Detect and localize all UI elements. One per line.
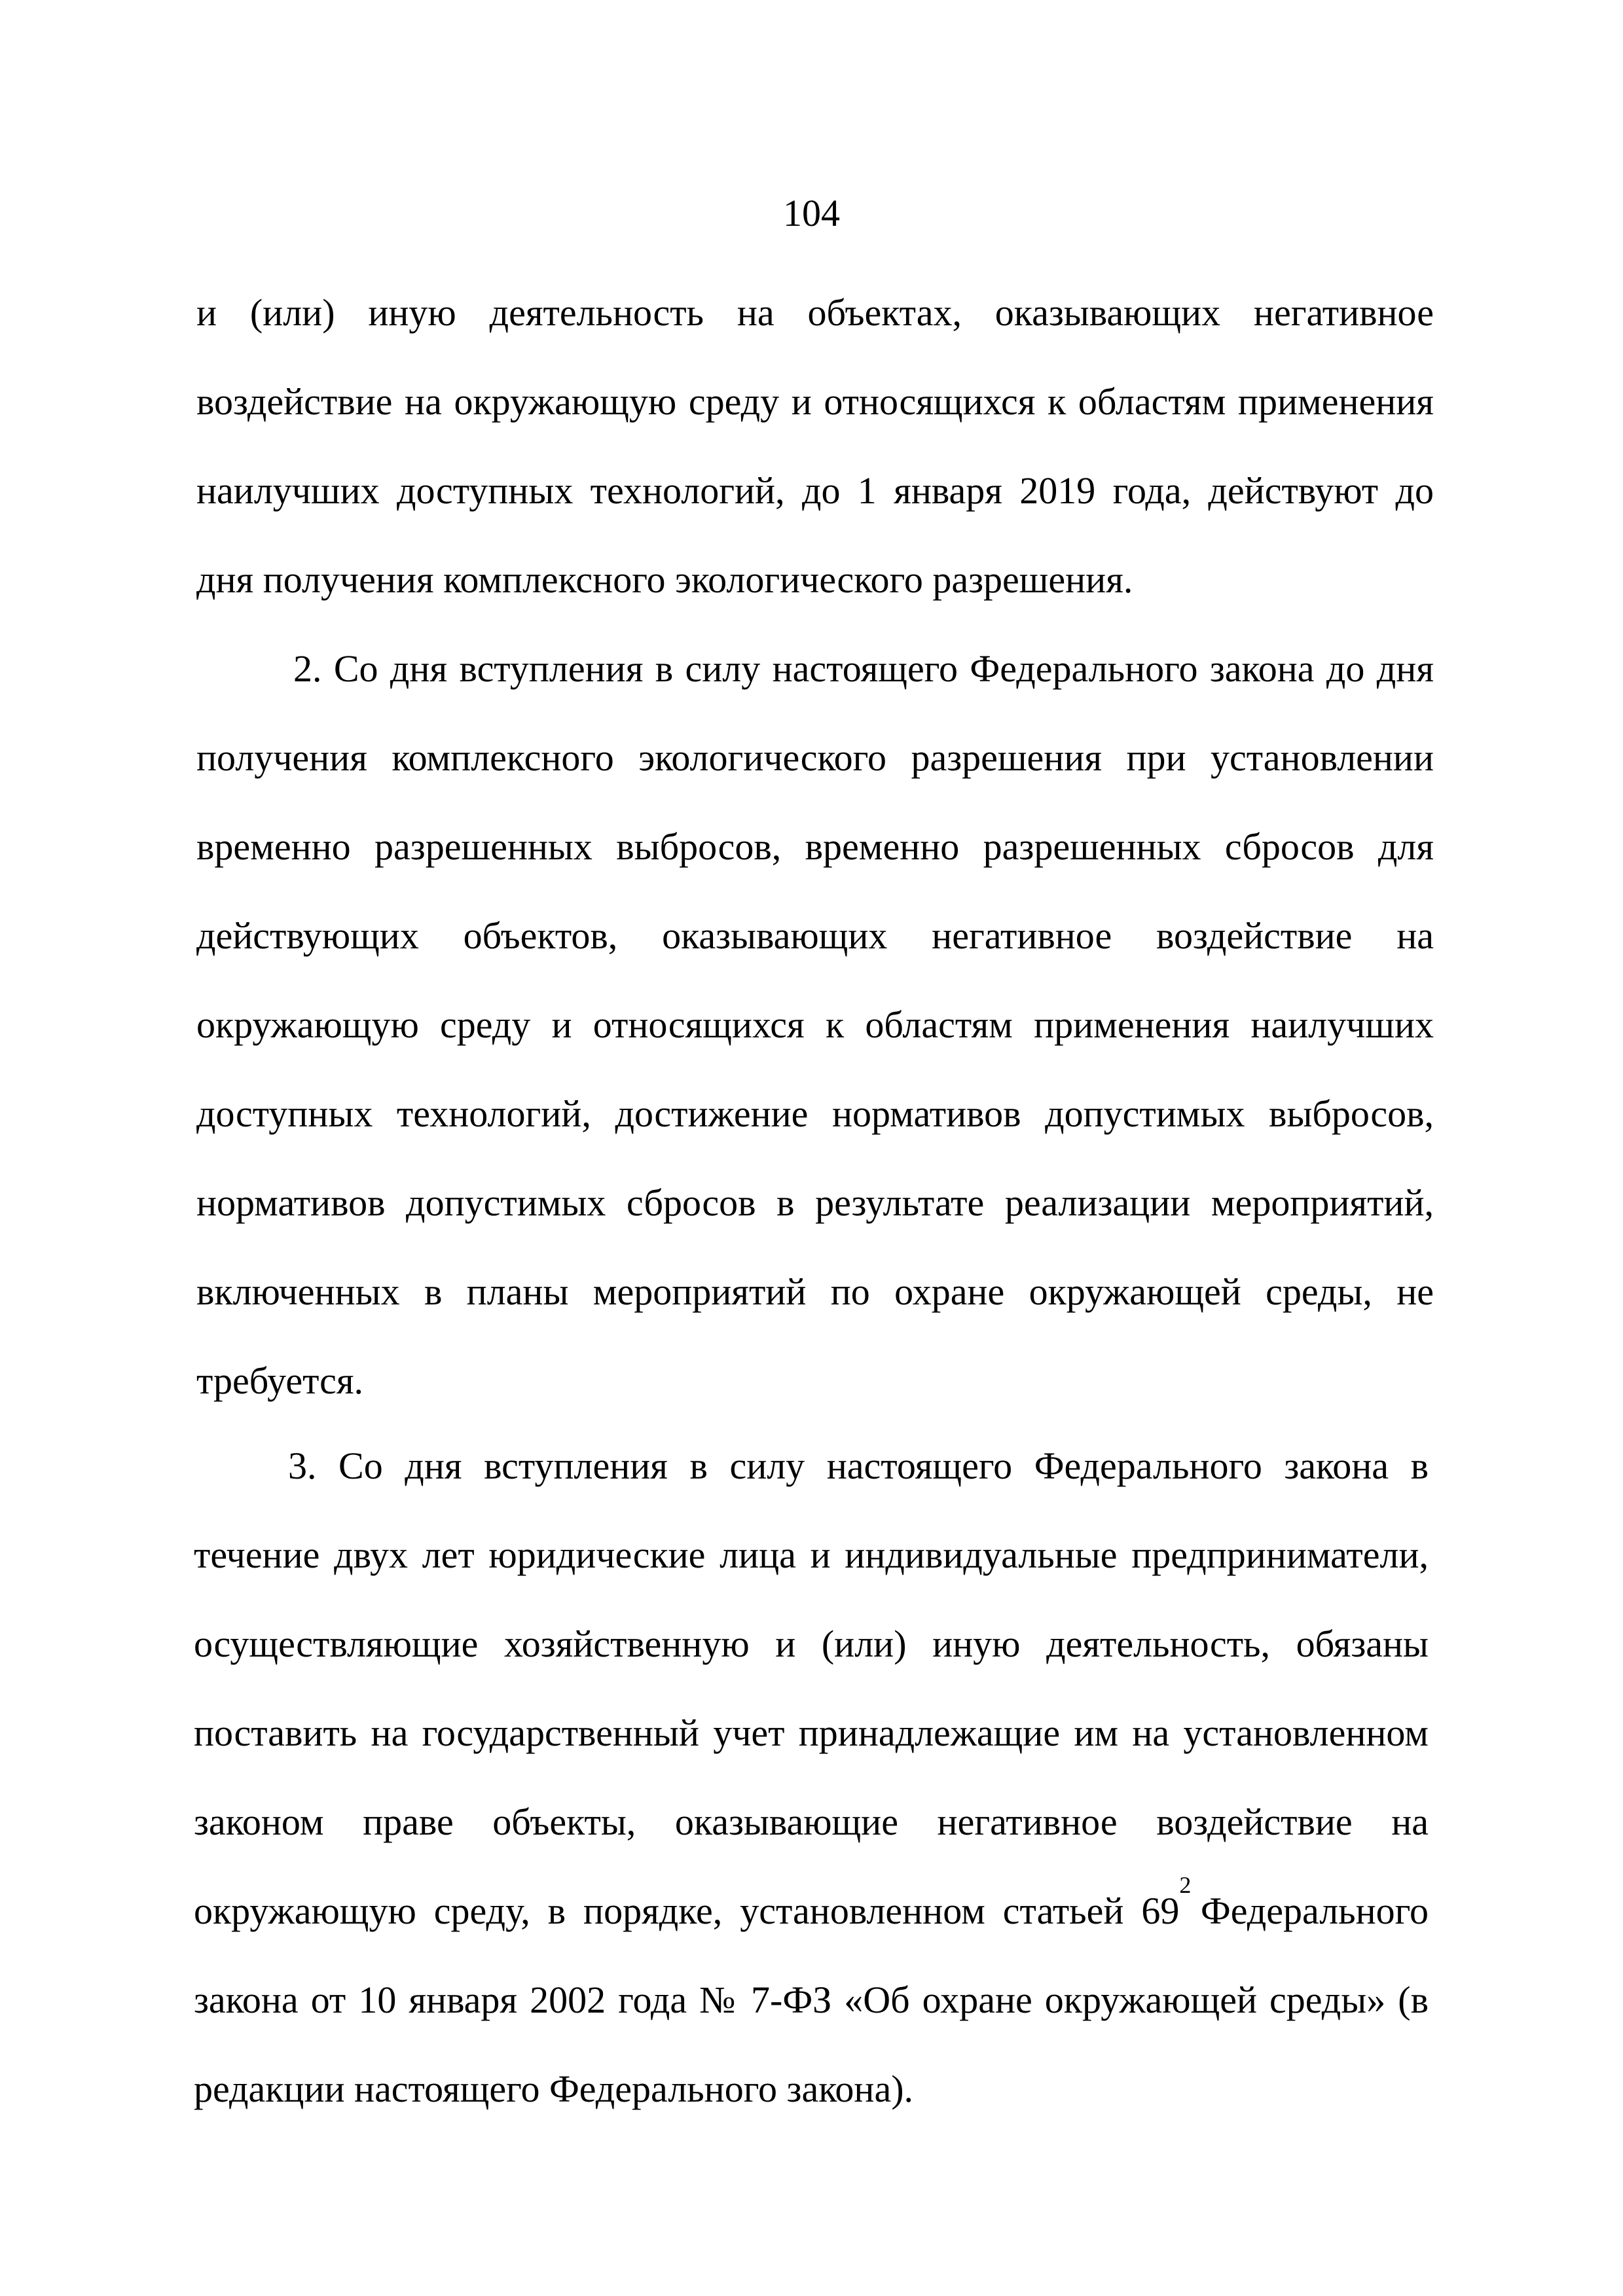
paragraph-3-line-8: редакции настоящего Федерального закона).: [194, 2068, 914, 2110]
paragraph-2-line-4: действующих объектов, оказывающих негативное воздействие на: [196, 914, 1434, 957]
paragraph-2-line-9: требуется.: [196, 1359, 364, 1402]
paragraph-1-line-4: дня получения комплексного экологического разрешения.: [196, 558, 1133, 601]
paragraph-2-line-6: доступных технологий, достижение нормативов допустимых выбросов,: [196, 1092, 1434, 1135]
paragraph-3-line-1: 3. Со дня вступления в силу настоящего Федерального закона в: [288, 1444, 1429, 1487]
paragraph-1-line-3: наилучших доступных технологий, до 1 января 2019 года, действуют до: [196, 469, 1434, 512]
article-superscript: 2: [1179, 1872, 1192, 1898]
page-number: 104: [783, 192, 840, 234]
paragraph-2-line-2: получения комплексного экологического разрешения при установлении: [196, 736, 1434, 779]
paragraph-1-line-2: воздействие на окружающую среду и относящихся к областям применения: [196, 380, 1434, 423]
paragraph-3-line-4: поставить на государственный учет принадлежащие им на установленном: [194, 1712, 1429, 1754]
paragraph-2-line-1: 2. Со дня вступления в силу настоящего Федерального закона до дня: [293, 647, 1434, 690]
paragraph-2-line-5: окружающую среду и относящихся к областям применения наилучших: [196, 1003, 1434, 1046]
paragraph-3-line-3: осуществляющие хозяйственную и (или) иную деятельность, обязаны: [194, 1623, 1429, 1665]
paragraph-2-line-7: нормативов допустимых сбросов в результате реализации мероприятий,: [196, 1181, 1434, 1224]
paragraph-3-line-6: [194, 1872, 1429, 1937]
paragraph-2-line-3: временно разрешенных выбросов, временно разрешенных сбросов для: [196, 825, 1434, 868]
paragraph-3-line-6-tail: Федерального: [1191, 1890, 1429, 1932]
paragraph-1-line-1: и (или) иную деятельность на объектах, оказывающих негативное: [196, 291, 1434, 334]
paragraph-3-line-7: закона от 10 января 2002 года № 7-ФЗ «Об охране окружающей среды» (в: [194, 1979, 1429, 2021]
paragraph-3-line-6-main: окружающую среду, в порядке, установленном статьей 69: [194, 1890, 1180, 1932]
paragraph-3-line-5: законом праве объекты, оказывающие негативное воздействие на: [194, 1801, 1429, 1843]
paragraph-2-line-8: включенных в планы мероприятий по охране окружающей среды, не: [196, 1270, 1434, 1313]
paragraph-3-line-2: течение двух лет юридические лица и индивидуальные предприниматели,: [194, 1534, 1429, 1576]
